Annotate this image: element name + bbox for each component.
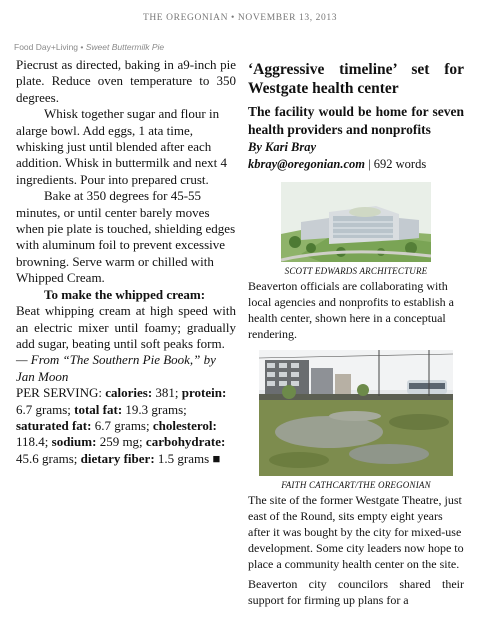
nutrition-info [16, 385, 236, 467]
nutrition-intro: PER SERVING: [16, 385, 106, 401]
section-story: Sweet Buttermilk Pie [85, 42, 165, 52]
section-separator: • [78, 42, 86, 52]
article-deck: The facility would be home for seven health providers and nonprofits [248, 104, 464, 137]
word-count: | 692 words [365, 157, 427, 171]
fiber-label: dietary fiber: [80, 450, 155, 466]
total-fat-label: total fat: [74, 401, 123, 417]
cholesterol-value: 118.4; [16, 434, 52, 450]
recipe-source-credit: — From “The Southern Pie Book,” by Jan Moon [16, 352, 216, 384]
byline-contact [248, 156, 464, 173]
masthead: THE OREGONIAN • NOVEMBER 13, 2013 [142, 13, 338, 23]
author-email: kbray@oregonian.com [248, 157, 365, 171]
rendering-caption: Beaverton officials are collaborating with local agencies and nonprofits to establish a health center, shown here in a conceptual rendering. [248, 279, 454, 341]
protein-value: 6.7 grams; [16, 401, 75, 417]
recipe-paragraph-2: Whisk together sugar and flour in alarge bowl. Add eggs, 1 ata time, whisking just until blended after each addition. Whisk in buttermilk and next 4 ingredients. Pour into prepared crust. [16, 106, 227, 187]
byline: By Kari Bray [248, 140, 317, 154]
saturated-fat-label: saturated fat: [16, 417, 92, 433]
article-column [248, 60, 464, 608]
calories-label: calories: [105, 385, 153, 401]
calories-value: 381; [152, 385, 179, 401]
site-caption: The site of the former Westgate Theatre, just east of the Round, sits empty eight years after it was bought by the city for mixed-use development. Some city leaders now hope to place a community health center on the site. [248, 493, 464, 571]
article-headline: ‘Aggressive timeline’ set for Westgate health center [248, 61, 464, 97]
section-name: Food Day+Living [14, 42, 79, 52]
protein-label: protein: [181, 385, 227, 401]
rendering-image [281, 182, 431, 262]
rendering-photo [281, 182, 431, 262]
sodium-label: sodium: [51, 434, 97, 450]
whipped-cream-paragraph: Beat whipping cream at high speed with an electric mixer until foamy; gradually add sugar, beating until soft peaks form. [16, 303, 236, 351]
carbohydrate-value: 45.6 grams; [16, 450, 81, 466]
photo-credit-oregonian: FAITH CATHCART/THE OREGONIAN [281, 480, 431, 490]
carbohydrate-label: carbohydrate: [145, 434, 226, 450]
saturated-fat-value: 6.7 grams; [91, 417, 153, 433]
photo-credit-architecture: SCOTT EDWARDS ARCHITECTURE [284, 266, 428, 276]
cholesterol-label: cholesterol: [152, 417, 217, 433]
section-label [14, 42, 164, 52]
whipped-cream-heading: To make the whipped cream: [44, 286, 206, 302]
total-fat-value: 19.3 grams; [122, 401, 187, 417]
site-image [259, 350, 453, 476]
recipe-column [16, 57, 236, 467]
fiber-value: 1.5 grams [154, 450, 213, 466]
recipe-paragraph-1: Piecrust as directed, baking in a9-inch pie plate. Reduce oven temperature to 350 degrees. [16, 57, 236, 105]
sodium-value: 259 mg; [96, 434, 146, 450]
site-photo [259, 350, 453, 476]
end-mark-icon: ■ [212, 450, 221, 466]
article-body-paragraph: Beaverton city councilors shared their support for firming up plans for a [248, 577, 464, 607]
recipe-paragraph-3: Bake at 350 degrees for 45-55 minutes, or until center barely moves when pie plate is touched, shielding edges with aluminum foil to prevent excessive browning. Serve warm or chilled with Whipped Cream. [16, 188, 236, 286]
